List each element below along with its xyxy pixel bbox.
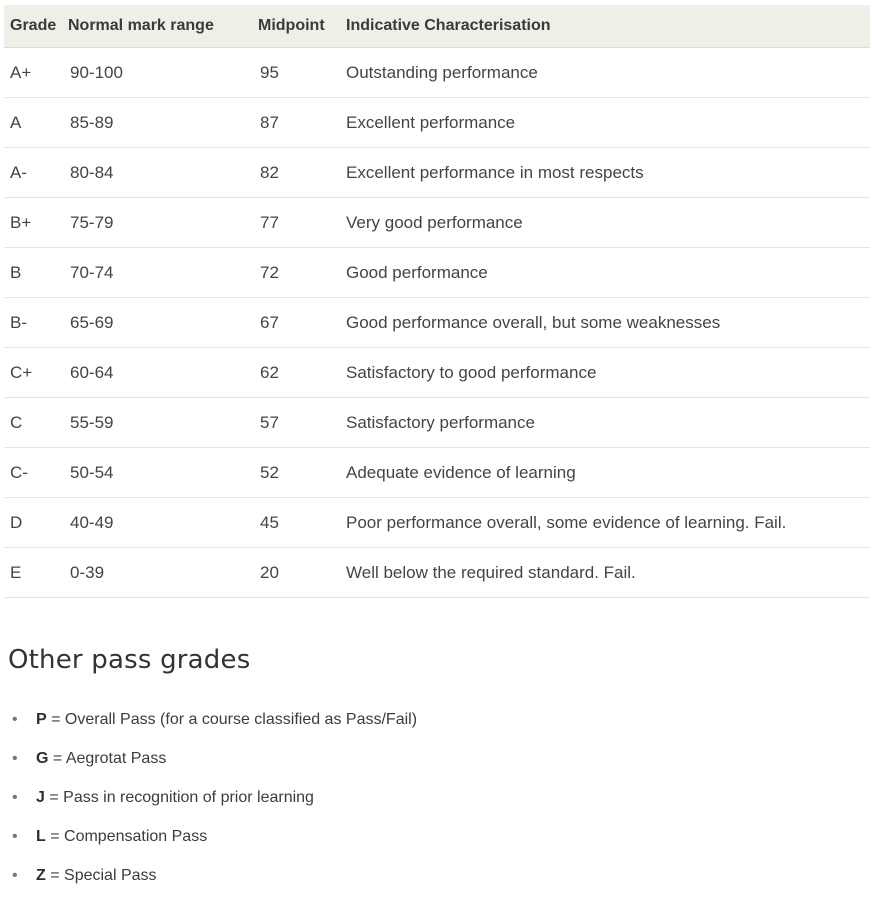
pass-grade-description: Special Pass	[64, 867, 157, 884]
list-item	[12, 745, 417, 784]
bullet-icon: •	[12, 711, 18, 728]
table-row	[4, 48, 870, 98]
pass-grades-list	[12, 706, 417, 900]
cell-grade: C	[4, 398, 68, 448]
cell-characterisation: Good performance overall, but some weaknesses	[346, 298, 870, 348]
cell-mark-range: 85-89	[68, 98, 258, 148]
table-row	[4, 148, 870, 198]
pass-grade-code: P	[36, 711, 47, 728]
header-characterisation: Indicative Characterisation	[346, 5, 870, 48]
cell-characterisation: Good performance	[346, 248, 870, 298]
table-row	[4, 98, 870, 148]
pass-grade-separator: =	[44, 789, 64, 806]
header-midpoint: Midpoint	[258, 5, 346, 48]
cell-midpoint: 95	[258, 48, 346, 98]
cell-mark-range: 50-54	[68, 448, 258, 498]
cell-characterisation: Excellent performance	[346, 98, 870, 148]
pass-grade-code: J	[36, 789, 45, 806]
cell-midpoint: 62	[258, 348, 346, 398]
table-row	[4, 198, 870, 248]
bullet-icon: •	[12, 789, 18, 806]
list-item	[12, 706, 417, 745]
cell-mark-range: 40-49	[68, 498, 258, 548]
cell-midpoint: 57	[258, 398, 346, 448]
cell-grade: A+	[4, 48, 68, 98]
cell-mark-range: 80-84	[68, 148, 258, 198]
cell-grade: E	[4, 548, 68, 598]
cell-midpoint: 52	[258, 448, 346, 498]
cell-mark-range: 70-74	[68, 248, 258, 298]
cell-midpoint: 87	[258, 98, 346, 148]
cell-grade: B	[4, 248, 68, 298]
table-row	[4, 398, 870, 448]
pass-grade-code: G	[36, 750, 49, 767]
cell-characterisation: Outstanding performance	[346, 48, 870, 98]
cell-midpoint: 82	[258, 148, 346, 198]
cell-midpoint: 20	[258, 548, 346, 598]
cell-characterisation: Poor performance overall, some evidence of learning. Fail.	[346, 498, 870, 548]
cell-mark-range: 55-59	[68, 398, 258, 448]
grade-table-header	[4, 5, 870, 48]
cell-midpoint: 77	[258, 198, 346, 248]
bullet-icon: •	[12, 867, 18, 884]
cell-characterisation: Satisfactory performance	[346, 398, 870, 448]
header-grade: Grade	[4, 5, 68, 48]
cell-midpoint: 45	[258, 498, 346, 548]
cell-grade: D	[4, 498, 68, 548]
pass-grade-code: L	[36, 828, 46, 845]
list-item	[12, 784, 417, 823]
cell-mark-range: 75-79	[68, 198, 258, 248]
cell-grade: A	[4, 98, 68, 148]
grade-table-body	[4, 48, 870, 598]
table-row	[4, 498, 870, 548]
table-row	[4, 548, 870, 598]
cell-grade: B-	[4, 298, 68, 348]
cell-mark-range: 90-100	[68, 48, 258, 98]
list-item	[12, 823, 417, 862]
table-row	[4, 348, 870, 398]
cell-characterisation: Satisfactory to good performance	[346, 348, 870, 398]
cell-characterisation: Adequate evidence of learning	[346, 448, 870, 498]
cell-characterisation: Excellent performance in most respects	[346, 148, 870, 198]
cell-mark-range: 60-64	[68, 348, 258, 398]
cell-grade: C+	[4, 348, 68, 398]
bullet-icon: •	[12, 750, 18, 767]
table-row	[4, 248, 870, 298]
pass-grade-separator: =	[45, 828, 65, 845]
list-item	[12, 862, 417, 900]
pass-grade-description: Pass in recognition of prior learning	[63, 789, 314, 806]
cell-mark-range: 65-69	[68, 298, 258, 348]
cell-grade: C-	[4, 448, 68, 498]
grade-table	[4, 5, 870, 598]
cell-characterisation: Well below the required standard. Fail.	[346, 548, 870, 598]
pass-grade-description: Overall Pass (for a course classified as Pass/Fail)	[64, 711, 418, 728]
pass-grade-separator: =	[48, 750, 66, 767]
section-title: Other pass grades	[8, 645, 251, 675]
table-row	[4, 448, 870, 498]
pass-grade-separator: =	[45, 867, 65, 884]
cell-midpoint: 67	[258, 298, 346, 348]
pass-grade-description: Compensation Pass	[64, 828, 208, 845]
header-range: Normal mark range	[68, 5, 258, 48]
pass-grade-code: Z	[36, 867, 46, 884]
bullet-icon: •	[12, 828, 18, 845]
table-row	[4, 298, 870, 348]
cell-midpoint: 72	[258, 248, 346, 298]
cell-mark-range: 0-39	[68, 548, 258, 598]
header-row	[4, 5, 870, 48]
pass-grade-separator: =	[46, 711, 65, 728]
cell-grade: B+	[4, 198, 68, 248]
pass-grade-description: Aegrotat Pass	[65, 750, 167, 767]
cell-grade: A-	[4, 148, 68, 198]
cell-characterisation: Very good performance	[346, 198, 870, 248]
